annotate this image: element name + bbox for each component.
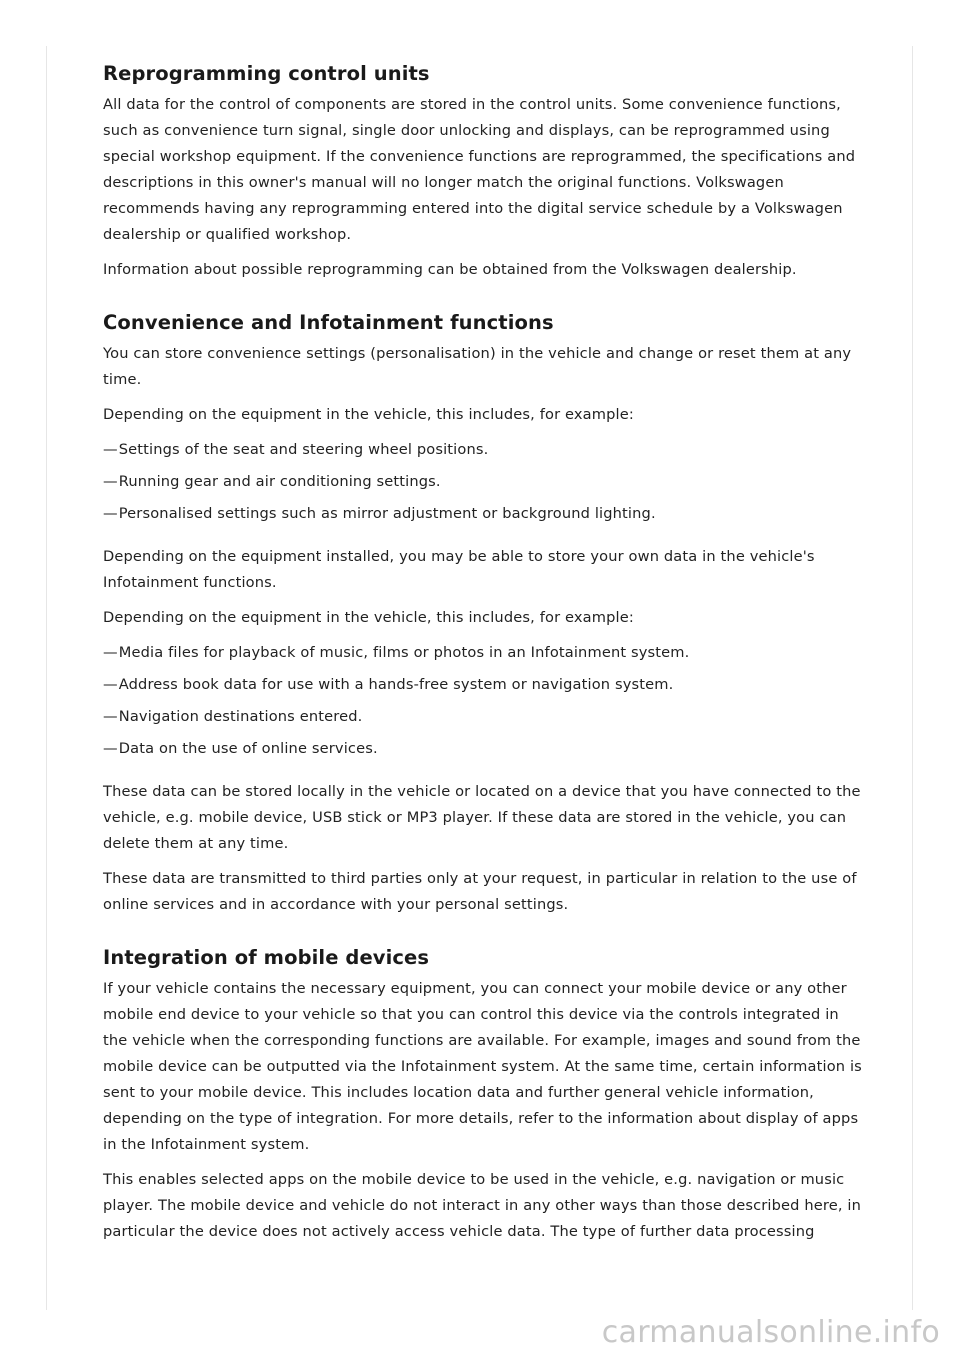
dash-bullet: — (103, 676, 118, 693)
list-item-text: Settings of the seat and steering wheel positions. (118, 441, 489, 458)
left-margin-rule (46, 46, 47, 1310)
body-paragraph: If your vehicle contains the necessary equipment, you can connect your mobile device or any other mobile end device to your vehicle so that you can control this device via the controls integrated in the vehicle when the corresponding functions are available. For example, images and sound from the mobile device can be outputted via the Infotainment system. At the same time, certain information is sent to your mobile device. This includes location data and further general vehicle information, depending on the type of integration. For more details, refer to the information about display of apps in the Infotainment system. (103, 980, 862, 1153)
list-item (103, 672, 863, 698)
right-margin-rule (912, 46, 913, 1310)
dash-bullet: — (103, 505, 118, 522)
body-paragraph: These data can be stored locally in the vehicle or located on a device that you have connected to the vehicle, e.g. mobile device, USB stick or MP3 player. If these data are stored in the vehicle, you can delete them at any time. (103, 783, 861, 852)
dash-bullet: — (103, 644, 118, 661)
list-item (103, 736, 863, 762)
body-paragraph: These data are transmitted to third parties only at your request, in particular in relation to the use of online services and in accordance with your personal settings. (103, 870, 857, 913)
dash-bullet: — (103, 740, 118, 757)
manual-page-content (103, 58, 863, 1254)
list-item (103, 640, 863, 666)
section-heading: Reprogramming control units (103, 62, 430, 85)
body-paragraph: Depending on the equipment in the vehicle, this includes, for example: (103, 609, 634, 626)
body-paragraph: Depending on the equipment installed, you may be able to store your own data in the vehicle's Infotainment functions. (103, 548, 815, 591)
dash-bullet: — (103, 473, 118, 490)
section-heading: Convenience and Infotainment functions (103, 311, 554, 334)
body-paragraph: Depending on the equipment in the vehicle, this includes, for example: (103, 406, 634, 423)
bullet-list (103, 437, 863, 527)
watermark: carmanualsonline.info (601, 1315, 940, 1350)
list-item-text: Personalised settings such as mirror adjustment or background lighting. (118, 505, 656, 522)
dash-bullet: — (103, 708, 118, 725)
list-item (103, 704, 863, 730)
list-item (103, 437, 863, 463)
list-item-text: Data on the use of online services. (118, 740, 378, 757)
body-paragraph: You can store convenience settings (personalisation) in the vehicle and change or reset them at any time. (103, 345, 852, 388)
section-heading: Integration of mobile devices (103, 946, 430, 969)
list-item-text: Media files for playback of music, films or photos in an Infotainment system. (118, 644, 690, 661)
list-item (103, 501, 863, 527)
list-item-text: Address book data for use with a hands-free system or navigation system. (118, 676, 674, 693)
list-item (103, 469, 863, 495)
body-paragraph: This enables selected apps on the mobile device to be used in the vehicle, e.g. navigation or music player. The mobile device and vehicle do not interact in any other ways than those described here, in particular the device does not actively access vehicle data. The type of further data processing (103, 1171, 862, 1240)
body-paragraph: All data for the control of components are stored in the control units. Some convenience functions, such as convenience turn signal, single door unlocking and displays, can be reprogrammed using special workshop equipment. If the convenience functions are reprogrammed, the specifications and descriptions in this owner's manual will no longer match the original functions. Volkswagen recommends having any reprogramming entered into the digital service schedule by a Volkswagen dealership or qualified workshop. (103, 96, 856, 243)
dash-bullet: — (103, 441, 118, 458)
body-paragraph: Information about possible reprogramming can be obtained from the Volkswagen dealership. (103, 261, 797, 278)
list-item-text: Running gear and air conditioning settings. (118, 473, 441, 490)
bullet-list (103, 640, 863, 762)
list-item-text: Navigation destinations entered. (118, 708, 363, 725)
